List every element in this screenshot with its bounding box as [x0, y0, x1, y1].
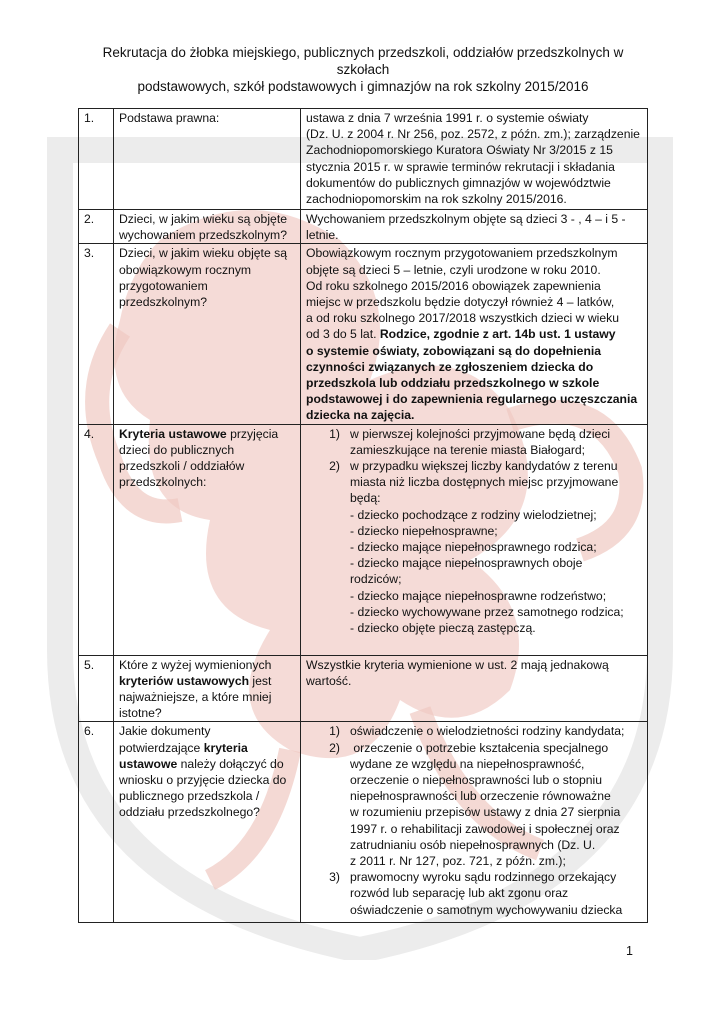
question-line — [119, 756, 297, 772]
question-line: oddziału przedszkolnego? — [119, 805, 260, 820]
row-question: Podstawa prawna: — [114, 109, 301, 210]
list-item-line: orzeczenie o potrzebie kształcenia specjalnego — [350, 740, 609, 755]
document-header — [78, 44, 648, 95]
answer-bold-line: przedszkola lub oddziału przedszkolnego w szkole — [306, 376, 600, 391]
answer-line: Obowiązkowym rocznym przygotowaniem przedszkolnym — [306, 246, 618, 261]
table-row — [79, 655, 648, 722]
list-item-line: w rozumieniu przepisów ustawy z dnia 27 sierpnia — [350, 805, 621, 820]
list-item-number: 3) — [329, 870, 340, 885]
question-line: Dzieci, w jakim wieku są objęte — [119, 212, 287, 226]
answer-bold-line: o systemie oświaty, zobowiązani są do dopełnienia — [306, 343, 602, 358]
row-number: 2. — [79, 210, 114, 244]
row-question — [114, 722, 301, 923]
list-item-line: prawomocny wyroku sądu rodzinnego orzekający — [350, 870, 617, 885]
row-number: 5. — [79, 655, 114, 722]
answer-bold-line: czynności związanych ze zgłoszeniem dziecka do — [306, 359, 594, 374]
answer-line: Wszystkie kryteria wymienione w ust. 2 mają jednakową — [306, 657, 609, 672]
question-line — [119, 673, 297, 689]
answer-line: zachodniopomorskim na rok szkolny 2015/2016. — [306, 192, 567, 207]
question-line: Które z wyżej wymienionych — [119, 657, 272, 672]
question-line — [119, 426, 297, 442]
row-answer — [301, 109, 648, 210]
list-item-line: rodziców; — [350, 572, 402, 587]
question-line: obowiązkowym rocznym — [119, 262, 252, 277]
answer-line: Zachodniopomorskiego Kuratora Oświaty Nr 3/2015 z 15 — [306, 143, 613, 158]
list-item-line: - dziecko wychowywane przez samotnego rodzica; — [350, 604, 624, 619]
question-line: publicznego przedszkola / — [119, 789, 260, 804]
recruitment-info-table — [78, 108, 648, 923]
answer-line: (Dz. U. z 2004 r. Nr 256, poz. 2572, z późn. zm.); zarządzenie — [306, 127, 640, 142]
row-number: 4. — [79, 424, 114, 655]
table-row — [79, 109, 648, 210]
list-item-line: - dziecko mające niepełnosprawne rodzeństwo; — [350, 588, 607, 603]
list-item — [306, 740, 644, 870]
list-item-line: oświadczenie o samotnym wychowywaniu dziecka — [350, 902, 623, 917]
list-item — [306, 723, 644, 739]
table-row — [79, 424, 648, 655]
question-line — [119, 740, 297, 756]
list-item-number: 2) — [329, 459, 340, 474]
answer-line — [306, 326, 644, 342]
question-line: najważniejsze, a które mniej — [119, 690, 272, 705]
table-row — [79, 244, 648, 424]
answer-line: dokumentów do publicznych gimnazjów w województwie — [306, 175, 611, 190]
question-line: wychowaniem przedszkolnym? — [119, 228, 287, 243]
question-text: należy dołączyć do — [177, 756, 284, 771]
row-number: 1. — [79, 109, 114, 210]
question-text: potwierdzające — [119, 740, 204, 755]
row-answer — [301, 655, 648, 722]
page-number: 1 — [626, 944, 633, 958]
answer-line: wartość. — [306, 673, 352, 688]
question-bold-text: kryteriów ustawowych — [119, 673, 250, 688]
row-answer — [301, 424, 648, 655]
list-item-number: 1) — [329, 724, 340, 739]
row-answer — [301, 722, 648, 923]
list-item-line: z 2011 r. Nr 127, poz. 721, z późn. zm.); — [350, 854, 566, 869]
answer-line: Wychowaniem przedszkolnym objęte są dzieci 3 - , 4 – i 5 - — [306, 212, 626, 226]
list-item-number: 1) — [329, 426, 340, 441]
list-item-line: orzeczenie o niepełnosprawności lub o stopniu — [350, 773, 603, 788]
row-question — [114, 244, 301, 424]
list-item-line: w przypadku większej liczby kandydatów z terenu — [350, 459, 618, 474]
question-bold-text: Kryteria ustawowe — [119, 426, 227, 441]
list-item-line: 1997 r. o rehabilitacji zawodowej i społecznej oraz — [350, 821, 620, 836]
list-item-line: w pierwszej kolejności przyjmowane będą dzieci — [350, 426, 611, 441]
answer-line: a od roku szkolnego 2017/2018 wszystkich dzieci w wieku — [306, 311, 619, 326]
header-line-1: Rekrutacja do żłobka miejskiego, publicznych przedszkoli, oddziałów przedszkolnych w szkołach — [102, 45, 624, 77]
list-item — [306, 869, 644, 918]
row-question — [114, 655, 301, 722]
question-bold-text: ustawowe — [119, 756, 178, 771]
list-item-line: zatrudnianiu osób niepełnosprawnych (Dz. U. — [350, 837, 596, 852]
question-line: dzieci do publicznych — [119, 442, 235, 457]
list-item-number: 2) — [329, 740, 340, 755]
answer-text: od 3 do 5 lat. — [306, 327, 377, 342]
list-item-line: wydane ze względu na niepełnosprawność, — [350, 756, 585, 771]
row-answer — [301, 244, 648, 424]
row-question — [114, 210, 301, 244]
row-number: 6. — [79, 722, 114, 923]
question-text: jest — [249, 673, 272, 688]
list-item-line: rozwód lub separację lub akt zgonu oraz — [350, 886, 569, 901]
row-answer — [301, 210, 648, 244]
question-line: przedszkoli / oddziałów — [119, 459, 245, 474]
table-row — [79, 210, 648, 244]
answer-line: stycznia 2015 r. w sprawie terminów rekrutacji i składania — [306, 159, 615, 174]
question-line: przygotowaniem — [119, 278, 208, 293]
list-item-line: oświadczenie o wielodzietności rodziny kandydata; — [350, 724, 625, 739]
list-item-line: - dziecko mające niepełnosprawnych oboje — [350, 556, 583, 571]
answer-bold-text: Rodzice, zgodnie z art. 14b ust. 1 ustawy — [379, 327, 616, 342]
question-bold-text: kryteria — [203, 740, 248, 755]
list-item — [306, 458, 644, 636]
list-item-line: - dziecko niepełnosprawne; — [350, 523, 498, 538]
list-item-line: zamieszkujące na terenie miasta Białogard; — [350, 442, 586, 457]
answer-bold-line: dziecka na zajęcia. — [306, 408, 415, 423]
question-line: przedszkolnych: — [119, 475, 207, 490]
list-item-line: - dziecko pochodzące z rodziny wielodzietnej; — [350, 507, 597, 522]
table-row — [79, 722, 648, 923]
question-line: Jakie dokumenty — [119, 724, 211, 739]
answer-line: objęte są dzieci 5 – letnie, czyli urodzone w roku 2010. — [306, 262, 601, 277]
question-line: przedszkolnym? — [119, 295, 208, 310]
question-text: przyjęcia — [226, 426, 279, 441]
list-item-line: będą: — [350, 491, 381, 506]
answer-bold-line: podstawowej i do zapewnienia regularnego uczęszczania — [306, 392, 638, 407]
answer-line: ustawa z dnia 7 września 1991 r. o systemie oświaty — [306, 111, 589, 125]
list-item-line: miasta niż liczba dostępnych miejsc przyjmowane — [350, 475, 619, 490]
list-item-line: - dziecko mające niepełnosprawnego rodzica; — [350, 540, 597, 555]
answer-line: miejsc w przedszkolu będzie dotyczył również 4 – latków, — [306, 295, 615, 310]
answer-line: Od roku szkolnego 2015/2016 obowiązek zapewnienia — [306, 278, 601, 293]
question-line: istotne? — [119, 706, 162, 721]
list-item — [306, 426, 644, 458]
question-line: wniosku o przyjęcie dziecka do — [119, 773, 287, 788]
list-item-line: - dziecko objęte pieczą zastępczą. — [350, 621, 536, 636]
row-number: 3. — [79, 244, 114, 424]
question-line: Dzieci, w jakim wieku objęte są — [119, 246, 287, 261]
row-question — [114, 424, 301, 655]
answer-line: letnie. — [306, 228, 339, 243]
header-line-2: podstawowych, szkół podstawowych i gimnazjów na rok szkolny 2015/2016 — [137, 79, 589, 94]
list-item-line: niepełnosprawności lub orzeczenie równoważne — [350, 789, 611, 804]
